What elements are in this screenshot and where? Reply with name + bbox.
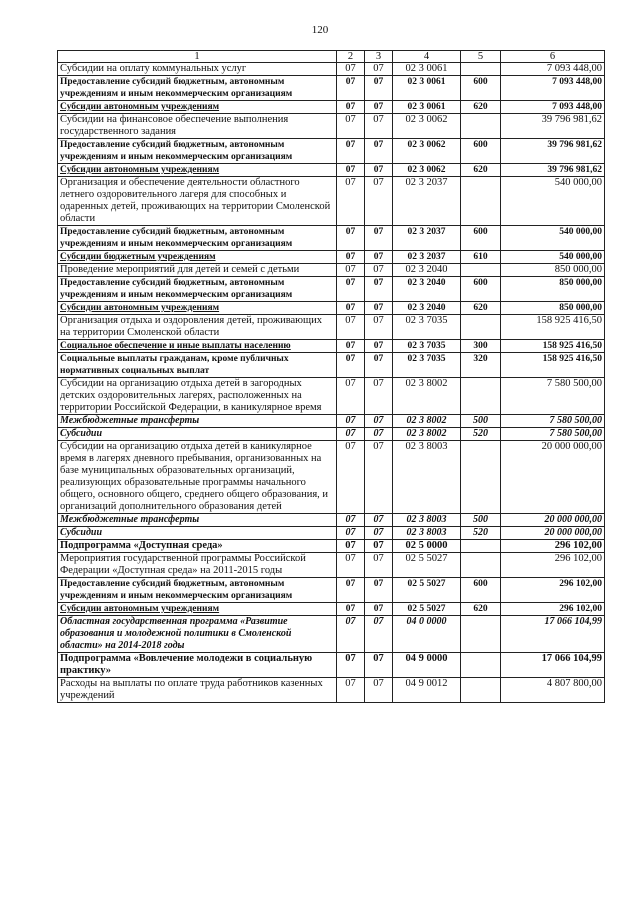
row-amount: 20 000 000,00 (501, 514, 605, 527)
row-subsection: 07 (365, 441, 393, 514)
row-target-code: 02 3 8002 (393, 415, 461, 428)
row-subsection: 07 (365, 101, 393, 114)
row-amount: 39 796 981,62 (501, 164, 605, 177)
row-amount: 7 093 448,00 (501, 76, 605, 101)
row-expense-type (461, 441, 501, 514)
row-section: 07 (337, 428, 365, 441)
row-amount: 296 102,00 (501, 603, 605, 616)
row-subsection: 07 (365, 578, 393, 603)
row-target-code: 04 0 0000 (393, 616, 461, 653)
row-amount: 158 925 416,50 (501, 353, 605, 378)
row-expense-type: 620 (461, 101, 501, 114)
row-amount: 296 102,00 (501, 540, 605, 553)
row-target-code: 02 3 0062 (393, 164, 461, 177)
row-amount: 540 000,00 (501, 251, 605, 264)
row-subsection: 07 (365, 302, 393, 315)
table-row (58, 114, 605, 139)
row-section: 07 (337, 101, 365, 114)
row-expense-type (461, 553, 501, 578)
row-subsection: 07 (365, 653, 393, 678)
row-target-code: 04 9 0000 (393, 653, 461, 678)
row-subsection: 07 (365, 428, 393, 441)
row-section: 07 (337, 114, 365, 139)
row-name: Субсидии на финансовое обеспечение выполнения государственного задания (58, 114, 337, 139)
row-subsection: 07 (365, 315, 393, 340)
row-expense-type (461, 678, 501, 703)
row-section: 07 (337, 678, 365, 703)
header-col-3: 3 (365, 51, 393, 63)
row-subsection: 07 (365, 514, 393, 527)
row-target-code: 02 3 2037 (393, 226, 461, 251)
row-subsection: 07 (365, 277, 393, 302)
row-subsection: 07 (365, 378, 393, 415)
row-section: 07 (337, 139, 365, 164)
row-subsection: 07 (365, 678, 393, 703)
row-section: 07 (337, 315, 365, 340)
row-subsection: 07 (365, 553, 393, 578)
row-subsection: 07 (365, 114, 393, 139)
row-name: Организация отдыха и оздоровления детей, проживающих на территории Смоленской области (58, 315, 337, 340)
row-target-code: 02 3 8003 (393, 441, 461, 514)
row-section: 07 (337, 603, 365, 616)
row-name: Субсидии (58, 527, 337, 540)
table-row (58, 653, 605, 678)
row-expense-type: 600 (461, 277, 501, 302)
table-row (58, 63, 605, 76)
table-row (58, 540, 605, 553)
row-amount: 540 000,00 (501, 177, 605, 226)
table-row (58, 553, 605, 578)
row-subsection: 07 (365, 603, 393, 616)
row-section: 07 (337, 76, 365, 101)
row-subsection: 07 (365, 63, 393, 76)
row-target-code: 02 3 0062 (393, 139, 461, 164)
row-section: 07 (337, 164, 365, 177)
row-section: 07 (337, 527, 365, 540)
row-target-code: 04 9 0012 (393, 678, 461, 703)
row-expense-type: 500 (461, 415, 501, 428)
row-amount: 7 580 500,00 (501, 378, 605, 415)
row-target-code: 02 3 0061 (393, 101, 461, 114)
row-target-code: 02 5 5027 (393, 553, 461, 578)
row-expense-type: 520 (461, 428, 501, 441)
row-section: 07 (337, 251, 365, 264)
row-amount: 540 000,00 (501, 226, 605, 251)
row-target-code: 02 3 8002 (393, 378, 461, 415)
row-name: Субсидии (58, 428, 337, 441)
row-name: Субсидии автономным учреждениям (58, 603, 337, 616)
row-expense-type: 620 (461, 603, 501, 616)
row-name: Мероприятия государственной программы Российской Федерации «Доступная среда» на 2011-2015 годы (58, 553, 337, 578)
row-subsection: 07 (365, 251, 393, 264)
row-expense-type: 600 (461, 578, 501, 603)
row-subsection: 07 (365, 76, 393, 101)
row-subsection: 07 (365, 139, 393, 164)
row-target-code: 02 3 0062 (393, 114, 461, 139)
row-amount: 17 066 104,99 (501, 653, 605, 678)
row-amount: 158 925 416,50 (501, 315, 605, 340)
row-amount: 20 000 000,00 (501, 527, 605, 540)
row-expense-type (461, 264, 501, 277)
table-row (58, 678, 605, 703)
row-expense-type: 500 (461, 514, 501, 527)
row-section: 07 (337, 264, 365, 277)
row-section: 07 (337, 378, 365, 415)
row-amount: 7 093 448,00 (501, 63, 605, 76)
row-name: Областная государственная программа «Развитие образования и молодежной политики в Смоленской области» на 2014-2018 годы (58, 616, 337, 653)
row-expense-type: 600 (461, 76, 501, 101)
table-header-row (58, 51, 605, 63)
row-expense-type (461, 616, 501, 653)
row-expense-type: 600 (461, 139, 501, 164)
row-subsection: 07 (365, 540, 393, 553)
table-row (58, 603, 605, 616)
row-amount: 20 000 000,00 (501, 441, 605, 514)
row-target-code: 02 3 2040 (393, 264, 461, 277)
table-row (58, 578, 605, 603)
row-amount: 39 796 981,62 (501, 139, 605, 164)
row-subsection: 07 (365, 164, 393, 177)
row-amount: 7 580 500,00 (501, 415, 605, 428)
row-expense-type: 620 (461, 302, 501, 315)
row-amount: 850 000,00 (501, 277, 605, 302)
row-section: 07 (337, 441, 365, 514)
row-name: Социальные выплаты гражданам, кроме публичных нормативных социальных выплат (58, 353, 337, 378)
row-expense-type (461, 378, 501, 415)
row-subsection: 07 (365, 340, 393, 353)
row-section: 07 (337, 653, 365, 678)
row-target-code: 02 5 5027 (393, 578, 461, 603)
row-expense-type: 520 (461, 527, 501, 540)
row-section: 07 (337, 177, 365, 226)
row-amount: 296 102,00 (501, 553, 605, 578)
row-amount: 39 796 981,62 (501, 114, 605, 139)
table-row (58, 251, 605, 264)
header-col-4: 4 (393, 51, 461, 63)
row-section: 07 (337, 553, 365, 578)
row-section: 07 (337, 415, 365, 428)
row-name: Субсидии автономным учреждениям (58, 302, 337, 315)
row-expense-type (461, 177, 501, 226)
table-row (58, 226, 605, 251)
table-row (58, 302, 605, 315)
header-col-5: 5 (461, 51, 501, 63)
table-row (58, 527, 605, 540)
table-row (58, 378, 605, 415)
table-row (58, 428, 605, 441)
row-section: 07 (337, 514, 365, 527)
row-name: Предоставление субсидий бюджетным, автономным учреждениям и иным некоммерческим организациям (58, 277, 337, 302)
row-section: 07 (337, 353, 365, 378)
row-section: 07 (337, 540, 365, 553)
row-expense-type (461, 315, 501, 340)
row-subsection: 07 (365, 177, 393, 226)
row-expense-type (461, 653, 501, 678)
row-amount: 158 925 416,50 (501, 340, 605, 353)
row-section: 07 (337, 340, 365, 353)
table-row (58, 441, 605, 514)
row-target-code: 02 3 2040 (393, 302, 461, 315)
header-col-2: 2 (337, 51, 365, 63)
row-amount: 7 580 500,00 (501, 428, 605, 441)
row-name: Проведение мероприятий для детей и семей с детьми (58, 264, 337, 277)
row-name: Организация и обеспечение деятельности областного летнего оздоровительного лагеря для способных и одаренных детей, проживающих на территории Смоленской области (58, 177, 337, 226)
table-row (58, 76, 605, 101)
row-expense-type: 300 (461, 340, 501, 353)
table-row (58, 277, 605, 302)
row-name: Субсидии автономным учреждениям (58, 164, 337, 177)
table-row (58, 514, 605, 527)
row-subsection: 07 (365, 353, 393, 378)
budget-table (57, 50, 605, 703)
header-col-1: 1 (58, 51, 337, 63)
row-section: 07 (337, 616, 365, 653)
row-section: 07 (337, 277, 365, 302)
page-number: 120 (311, 24, 329, 36)
row-target-code: 02 3 7035 (393, 315, 461, 340)
table-row (58, 616, 605, 653)
row-target-code: 02 3 0061 (393, 76, 461, 101)
row-name: Предоставление субсидий бюджетным, автономным учреждениям и иным некоммерческим организациям (58, 578, 337, 603)
row-name: Социальное обеспечение и иные выплаты населению (58, 340, 337, 353)
table-row (58, 139, 605, 164)
table-body (58, 63, 605, 703)
row-name: Субсидии бюджетным учреждениям (58, 251, 337, 264)
table-row (58, 264, 605, 277)
table-row (58, 177, 605, 226)
row-target-code: 02 3 8002 (393, 428, 461, 441)
row-section: 07 (337, 63, 365, 76)
row-name: Подпрограмма «Доступная среда» (58, 540, 337, 553)
row-name: Предоставление субсидий бюджетным, автономным учреждениям и иным некоммерческим организациям (58, 76, 337, 101)
row-target-code: 02 3 8003 (393, 527, 461, 540)
row-subsection: 07 (365, 264, 393, 277)
row-expense-type: 600 (461, 226, 501, 251)
row-name: Подпрограмма «Вовлечение молодежи в социальную практику» (58, 653, 337, 678)
row-target-code: 02 3 0061 (393, 63, 461, 76)
row-name: Предоставление субсидий бюджетным, автономным учреждениям и иным некоммерческим организациям (58, 226, 337, 251)
row-amount: 296 102,00 (501, 578, 605, 603)
table-row (58, 340, 605, 353)
row-target-code: 02 3 2037 (393, 251, 461, 264)
row-name: Межбюджетные трансферты (58, 415, 337, 428)
row-amount: 4 807 800,00 (501, 678, 605, 703)
row-expense-type (461, 540, 501, 553)
row-expense-type: 620 (461, 164, 501, 177)
row-name: Межбюджетные трансферты (58, 514, 337, 527)
row-amount: 850 000,00 (501, 264, 605, 277)
table-row (58, 353, 605, 378)
row-name: Расходы на выплаты по оплате труда работников казенных учреждений (58, 678, 337, 703)
row-section: 07 (337, 578, 365, 603)
row-subsection: 07 (365, 616, 393, 653)
row-section: 07 (337, 302, 365, 315)
row-target-code: 02 5 5027 (393, 603, 461, 616)
row-expense-type (461, 114, 501, 139)
row-expense-type: 320 (461, 353, 501, 378)
row-target-code: 02 5 0000 (393, 540, 461, 553)
row-subsection: 07 (365, 415, 393, 428)
row-name: Субсидии на оплату коммунальных услуг (58, 63, 337, 76)
row-target-code: 02 3 2037 (393, 177, 461, 226)
table-row (58, 164, 605, 177)
row-name: Предоставление субсидий бюджетным, автономным учреждениям и иным некоммерческим организациям (58, 139, 337, 164)
row-amount: 17 066 104,99 (501, 616, 605, 653)
row-subsection: 07 (365, 226, 393, 251)
row-target-code: 02 3 7035 (393, 340, 461, 353)
row-target-code: 02 3 2040 (393, 277, 461, 302)
row-name: Субсидии на организацию отдыха детей в каникулярное время в лагерях дневного пребывания, организованных на базе муниципальных образовательных организаций, реализующих образовательные программы начального общего, основного общего, среднего общего образования, и организаций дополнительного образования детей (58, 441, 337, 514)
table-row (58, 415, 605, 428)
row-expense-type (461, 63, 501, 76)
row-section: 07 (337, 226, 365, 251)
row-name: Субсидии автономным учреждениям (58, 101, 337, 114)
row-amount: 850 000,00 (501, 302, 605, 315)
table-row (58, 101, 605, 114)
row-expense-type: 610 (461, 251, 501, 264)
row-subsection: 07 (365, 527, 393, 540)
table-row (58, 315, 605, 340)
header-col-6: 6 (501, 51, 605, 63)
row-target-code: 02 3 8003 (393, 514, 461, 527)
row-name: Субсидии на организацию отдыха детей в загородных детских оздоровительных лагерях, расположенных на территории Российской Федерации, в каникулярное время (58, 378, 337, 415)
row-amount: 7 093 448,00 (501, 101, 605, 114)
row-target-code: 02 3 7035 (393, 353, 461, 378)
